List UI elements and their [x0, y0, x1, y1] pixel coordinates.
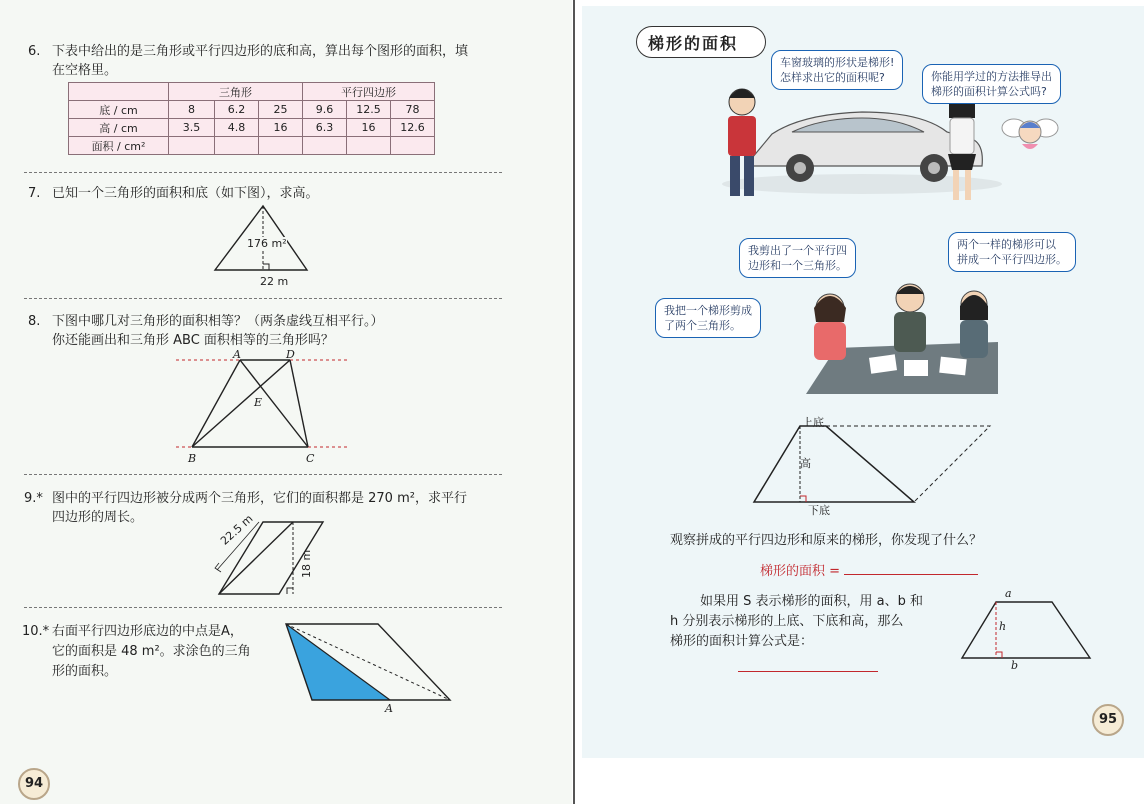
q7-text: 已知一个三角形的面积和底（如下图），求高。: [52, 186, 319, 201]
page-title: 梯形的面积: [648, 34, 739, 53]
q9-text-line1: 图中的平行四边形被分成两个三角形，它们的面积都是 270 m²，求平行: [52, 491, 467, 506]
table-cell: 6.2: [215, 101, 259, 119]
table-cell: 8: [169, 101, 215, 119]
q7-number: 7.: [28, 186, 41, 201]
children-illustration: [800, 264, 1000, 398]
table-blank-cell[interactable]: [169, 137, 215, 155]
separator: [24, 607, 502, 608]
table-row-base-label: 底 / cm: [69, 101, 169, 119]
q7-base-label: 22 m: [260, 275, 289, 288]
q9-parallelogram-figure: [195, 516, 335, 600]
q7-area-label: 176 m²: [247, 237, 287, 250]
table-blank-cell[interactable]: [303, 137, 347, 155]
diagram-top-label: 上底: [802, 416, 824, 429]
table-cell: 16: [259, 119, 303, 137]
q8-number: 8.: [28, 314, 41, 329]
q8-label-e: E: [254, 396, 263, 409]
small-label-b: b: [1011, 659, 1019, 672]
table-cell: 16: [347, 119, 391, 137]
q10-text-line1: 右面平行四边形底边的中点是A，: [52, 624, 243, 639]
page-number-right: 95: [1092, 704, 1124, 736]
table-cell: 4.8: [215, 119, 259, 137]
table-row-height-label: 高 / cm: [69, 119, 169, 137]
q8-text-line2: 你还能画出和三角形 ABC 面积相等的三角形吗？: [52, 333, 334, 348]
q9-text-line2: 四边形的周长。: [52, 510, 144, 525]
bubble-cut-2: 两个一样的梯形可以 拼成一个平行四边形。: [948, 232, 1076, 272]
separator: [24, 298, 502, 299]
formula-desc-line1: 如果用 S 表示梯形的面积，用 a、b 和: [700, 594, 923, 609]
table-cell: 12.5: [347, 101, 391, 119]
table-group-parallelogram: 平行四边形: [303, 83, 435, 101]
table-blank-cell[interactable]: [391, 137, 435, 155]
q6-text-line2: 在空格里。: [52, 63, 118, 78]
table-cell: 9.6: [303, 101, 347, 119]
page-number-left: 94: [18, 768, 50, 800]
q10-text-line2: 它的面积是 48 m²。求涂色的三角: [52, 644, 251, 659]
table-blank-cell[interactable]: [347, 137, 391, 155]
diagram-bottom-label: 下底: [808, 504, 830, 517]
table-blank-cell[interactable]: [259, 137, 303, 155]
q9-side-label: 22.5 m: [218, 512, 256, 548]
observe-question: 观察拼成的平行四边形和原来的梯形，你发现了什么？: [670, 533, 983, 548]
small-trapezoid-figure: [958, 598, 1096, 662]
separator: [24, 474, 502, 475]
bubble-car: 车窗玻璃的形状是梯形! 怎样求出它的面积呢?: [771, 50, 903, 90]
q10-label-a: A: [385, 702, 393, 715]
q10-text-line3: 形的面积。: [52, 664, 118, 679]
q8-label-b: B: [188, 452, 197, 465]
book-spine-line: [573, 0, 575, 804]
q8-label-d: D: [286, 348, 295, 361]
table-blank-cell[interactable]: [215, 137, 259, 155]
q6-text-line1: 下表中给出的是三角形或平行四边形的底和高，算出每个图形的面积，填: [52, 44, 469, 59]
separator: [24, 172, 502, 173]
formula-desc-line3: 梯形的面积计算公式是：: [670, 634, 814, 649]
q8-label-c: C: [306, 452, 315, 465]
formula-answer-line[interactable]: [738, 671, 878, 672]
small-label-a: a: [1005, 587, 1012, 600]
small-label-h: h: [999, 620, 1007, 633]
q10-number: 10.*: [22, 624, 50, 639]
table-corner: [69, 83, 169, 101]
q10-parallelogram-figure: [282, 618, 458, 704]
diagram-height-label: 高: [800, 457, 811, 470]
formula-desc-line2: h 分别表示梯形的上底、下底和高，那么: [670, 614, 904, 629]
table-cell: 6.3: [303, 119, 347, 137]
q6-number: 6.: [28, 44, 41, 59]
right-page: [582, 6, 1144, 758]
formula-blank-line[interactable]: [844, 574, 978, 575]
angel-icon: [1000, 110, 1060, 158]
bubble-cut-3: 我把一个梯形剪成 了两个三角形。: [655, 298, 761, 338]
table-cell: 3.5: [169, 119, 215, 137]
q9-number: 9.*: [24, 491, 43, 506]
formula-label: 梯形的面积 =: [760, 564, 841, 579]
table-cell: 25: [259, 101, 303, 119]
q9-height-label: 18 m: [300, 549, 313, 578]
table-cell: 12.6: [391, 119, 435, 137]
bubble-cut-1: 我剪出了一个平行四 边形和一个三角形。: [739, 238, 856, 278]
trapezoid-parallelogram-diagram: [742, 418, 1002, 506]
q8-figure: [170, 352, 360, 462]
table-row-area-label: 面积 / cm²: [69, 137, 169, 155]
q8-text-line1: 下图中哪几对三角形的面积相等？（两条虚线互相平行。）: [52, 314, 384, 329]
q8-label-a: A: [233, 348, 241, 361]
table-cell: 78: [391, 101, 435, 119]
table-group-triangle: 三角形: [169, 83, 303, 101]
q6-table: [68, 82, 435, 155]
bubble-angel: 你能用学过的方法推导出 梯形的面积计算公式吗?: [922, 64, 1061, 104]
